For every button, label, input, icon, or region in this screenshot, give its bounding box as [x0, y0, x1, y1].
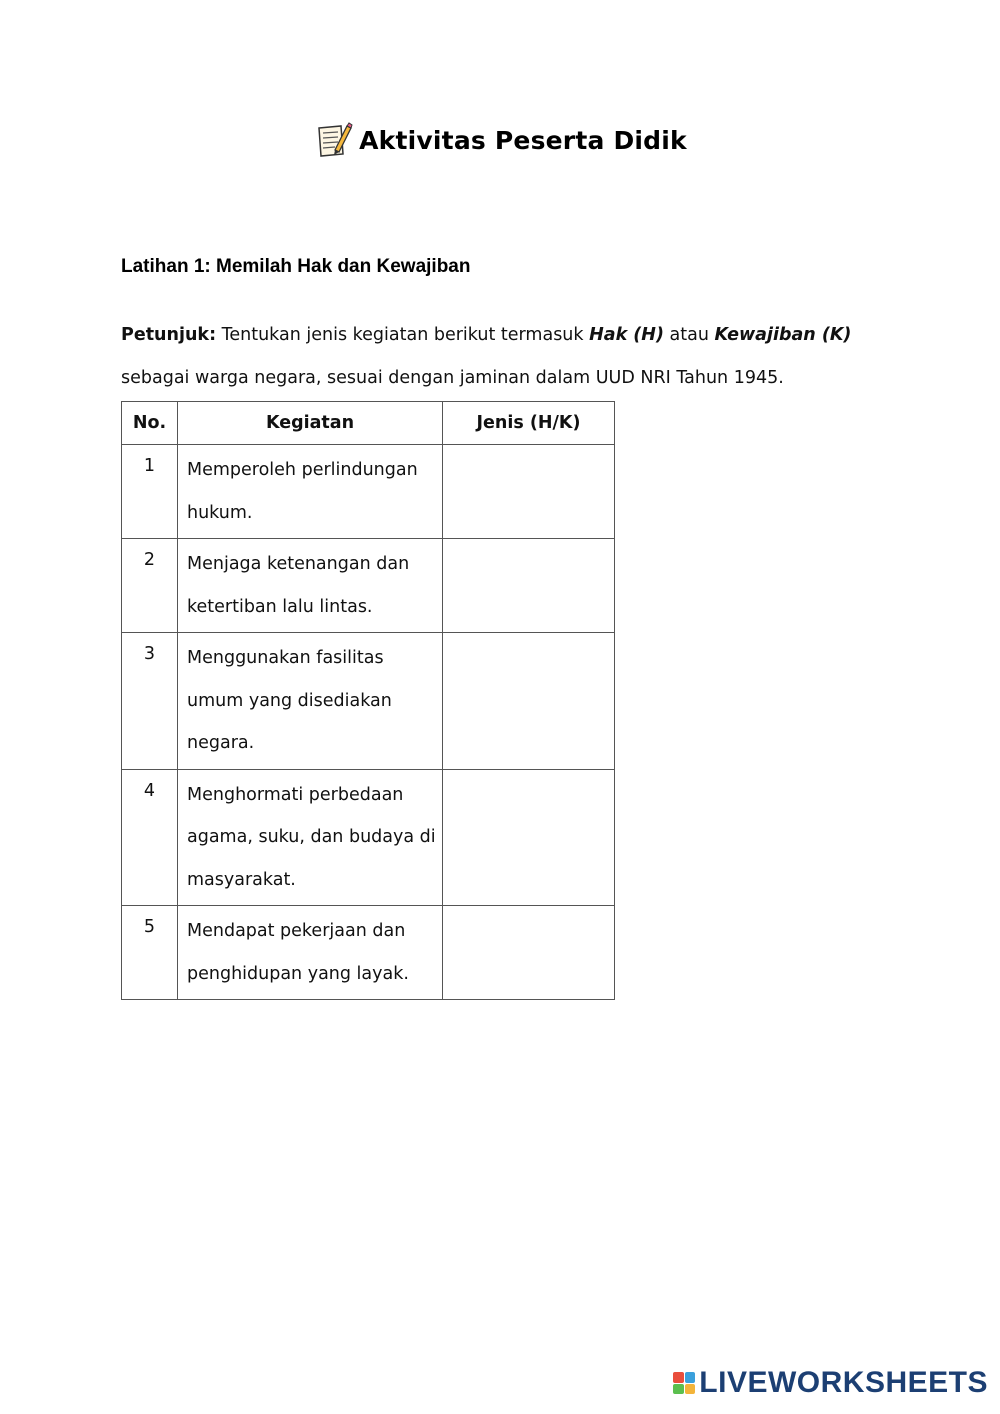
instruction-part1: Tentukan jenis kegiatan berikut termasuk: [221, 325, 584, 345]
page-title: [0, 120, 1000, 160]
row-number: 3: [122, 633, 178, 770]
logo-square-red: [673, 1372, 684, 1383]
instruction-label: Petunjuk:: [121, 325, 217, 345]
logo-square-yellow: [685, 1384, 696, 1395]
row-kegiatan: Menggunakan fasilitas umum yang disediakan negara.: [178, 633, 443, 770]
logo-square-green: [673, 1384, 684, 1395]
answer-cell[interactable]: [443, 906, 615, 1000]
row-number: 5: [122, 906, 178, 1000]
row-kegiatan: Memperoleh perlindungan hukum.: [178, 445, 443, 539]
hak-term: Hak (H): [589, 325, 664, 345]
table-row: [122, 539, 615, 633]
answer-cell[interactable]: [443, 445, 615, 539]
exercise-heading: Latihan 1: Memilah Hak dan Kewajiban: [121, 256, 471, 277]
table-row: [122, 633, 615, 770]
watermark-text: LIVEWORKSHEETS: [699, 1366, 988, 1399]
instruction-part2: sebagai warga negara, sesuai dengan jaminan dalam UUD NRI Tahun 1945.: [121, 368, 784, 388]
row-kegiatan: Menjaga ketenangan dan ketertiban lalu lintas.: [178, 539, 443, 633]
table-row: [122, 445, 615, 539]
header-no: No.: [122, 402, 178, 445]
row-number: 1: [122, 445, 178, 539]
row-kegiatan: Mendapat pekerjaan dan penghidupan yang layak.: [178, 906, 443, 1000]
table-row: [122, 769, 615, 906]
connector-word: atau: [669, 325, 709, 345]
logo-square-blue: [685, 1372, 696, 1383]
title-text: Aktivitas Peserta Didik: [359, 125, 687, 155]
memo-icon: [313, 120, 353, 160]
header-jenis: Jenis (H/K): [443, 402, 615, 445]
answer-cell[interactable]: [443, 633, 615, 770]
table-header-row: [122, 402, 615, 445]
row-kegiatan: Menghormati perbedaan agama, suku, dan budaya di masyarakat.: [178, 769, 443, 906]
kewajiban-term: Kewajiban (K): [714, 325, 852, 345]
row-number: 4: [122, 769, 178, 906]
table-row: [122, 906, 615, 1000]
instruction-text: [121, 314, 861, 400]
answer-cell[interactable]: [443, 769, 615, 906]
liveworksheets-watermark: [673, 1366, 988, 1400]
header-kegiatan: Kegiatan: [178, 402, 443, 445]
activity-table: [121, 401, 615, 1000]
answer-cell[interactable]: [443, 539, 615, 633]
row-number: 2: [122, 539, 178, 633]
liveworksheets-logo-icon: [673, 1372, 695, 1394]
